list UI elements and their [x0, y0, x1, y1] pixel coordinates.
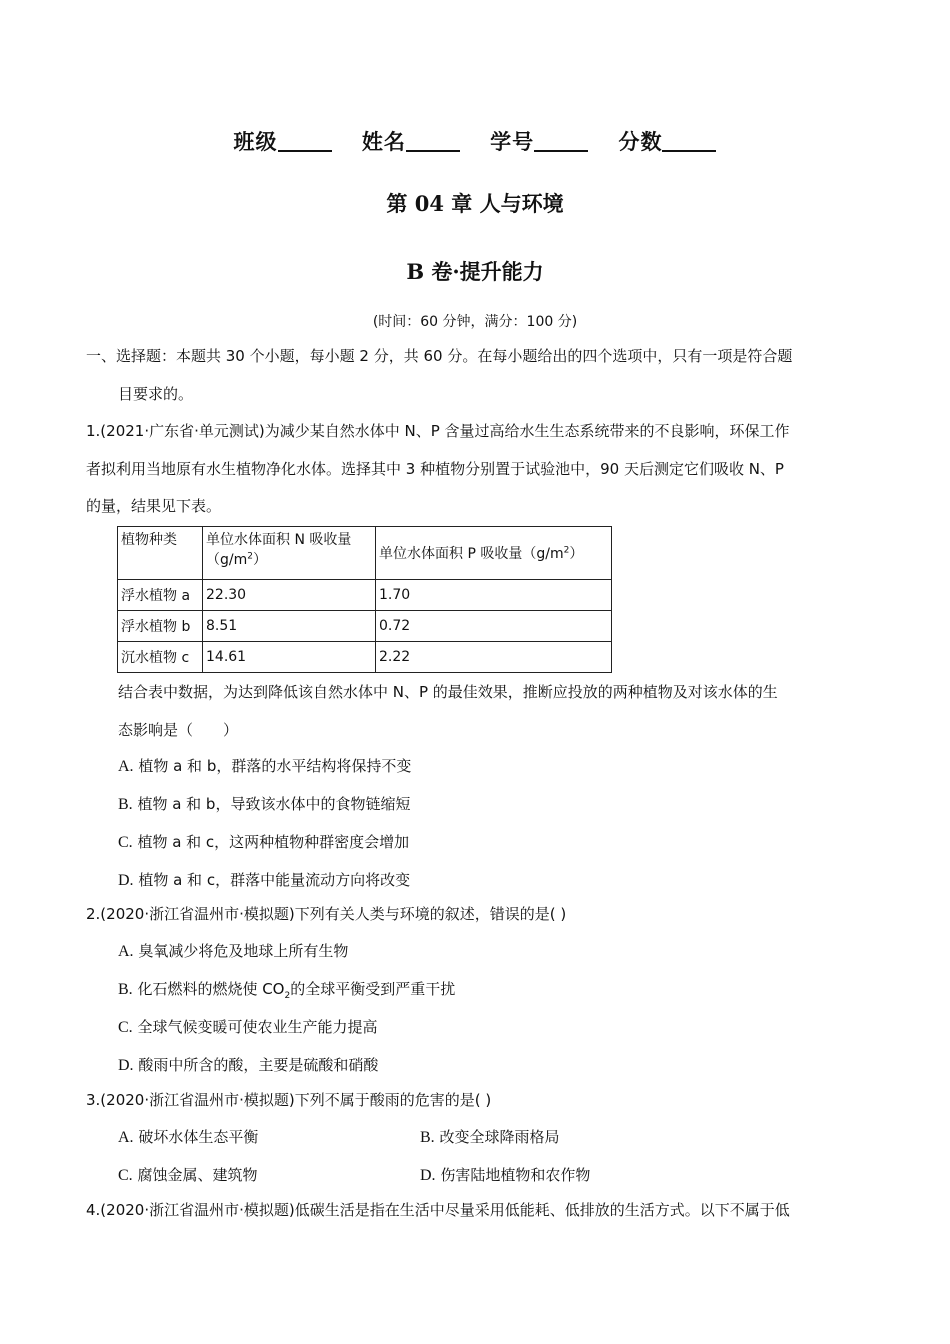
q1-option-c[interactable]: C. 植物 a 和 c，这两种植物种群密度会增加 [118, 833, 410, 851]
table-row [118, 611, 612, 642]
table-header-row [118, 527, 612, 580]
name-blank [406, 130, 460, 152]
q3-option-c[interactable]: C. 腐蚀金属、建筑物 [118, 1166, 258, 1184]
header-cell-plant: 植物种类 [118, 527, 203, 580]
cell-plant: 浮水植物 a [118, 580, 203, 611]
q2-option-a[interactable]: A. 臭氧减少将危及地球上所有生物 [118, 942, 349, 960]
student-id-label: 学号 [490, 130, 535, 154]
student-info-line [0, 126, 950, 156]
q3-option-a[interactable]: A. 破坏水体生态平衡 [118, 1128, 259, 1146]
q1-option-b[interactable]: B. 植物 a 和 b，导致该水体中的食物链缩短 [118, 795, 411, 813]
cell-p: 0.72 [376, 611, 612, 642]
chapter-title: 第 04 章 人与环境 [386, 191, 564, 216]
cell-p: 2.22 [376, 642, 612, 673]
q2-option-d[interactable]: D. 酸雨中所含的酸，主要是硫酸和硝酸 [118, 1056, 379, 1074]
q2-stem: 2.(2020·浙江省温州市·模拟题)下列有关人类与环境的叙述，错误的是( ) [86, 905, 567, 923]
cell-p: 1.70 [376, 580, 612, 611]
q1-data-table [117, 526, 612, 673]
q3-option-b[interactable]: B. 改变全球降雨格局 [420, 1128, 560, 1146]
score-label: 分数 [618, 130, 663, 154]
cell-n: 8.51 [203, 611, 376, 642]
time-info: (时间：60 分钟，满分：100 分) [372, 314, 578, 330]
header-cell-n-uptake: 单位水体面积 N 吸收量 $(g/m^2)$ [203, 527, 376, 580]
name-label: 姓名 [361, 130, 406, 154]
q3-stem: 3.(2020·浙江省温州市·模拟题)下列不属于酸雨的危害的是( ) [86, 1091, 492, 1109]
student-id-blank [534, 130, 588, 152]
q3-option-d[interactable]: D. 伤害陆地植物和农作物 [420, 1166, 591, 1184]
q4-stem: 4.(2020·浙江省温州市·模拟题)低碳生活是指在生活中尽量采用低能耗、低排放的生活方式。以下不属于低 [86, 1201, 790, 1219]
class-blank [278, 130, 332, 152]
q1-stem-line3: 的量，结果见下表。 [86, 497, 222, 515]
q2-option-b[interactable]: B. 化石燃料的燃烧使 $CO_2$的全球平衡受到严重干扰 [118, 980, 456, 1001]
section-instruction-line2: 目要求的。 [118, 385, 194, 403]
q1-question-line1: 结合表中数据，为达到降低该自然水体中 N、P 的最佳效果，推断应投放的两种植物及对该水体的生 [118, 683, 778, 701]
q1-question-line2: 态影响是（ ） [118, 721, 239, 739]
class-label: 班级 [233, 130, 278, 154]
table-row [118, 580, 612, 611]
q2-option-c[interactable]: C. 全球气候变暖可使农业生产能力提高 [118, 1018, 378, 1036]
cell-plant: 浮水植物 b [118, 611, 203, 642]
q1-option-d[interactable]: D. 植物 a 和 c，群落中能量流动方向将改变 [118, 871, 411, 889]
score-blank [662, 130, 716, 152]
q1-stem-line1: 1.(2021·广东省·单元测试)为减少某自然水体中 N、P 含量过高给水生生态系统带来的不良影响，环保工作 [86, 422, 790, 440]
section-instruction-line1: 一、选择题：本题共 30 个小题，每小题 2 分，共 60 分。在每小题给出的四个选项中，只有一项是符合题 [86, 347, 793, 365]
header-cell-p-uptake: 单位水体面积 P 吸收量$(g/m^2)$ [376, 527, 612, 580]
volume-title: B 卷·提升能力 [406, 259, 544, 284]
cell-n: 22.30 [203, 580, 376, 611]
q1-stem-line2: 者拟利用当地原有水生植物净化水体。选择其中 3 种植物分别置于试验池中，90 天后测定它们吸收 N、P [86, 460, 784, 478]
q1-option-a[interactable]: A. 植物 a 和 b，群落的水平结构将保持不变 [118, 757, 412, 775]
cell-n: 14.61 [203, 642, 376, 673]
table-row [118, 642, 612, 673]
cell-plant: 沉水植物 c [118, 642, 203, 673]
